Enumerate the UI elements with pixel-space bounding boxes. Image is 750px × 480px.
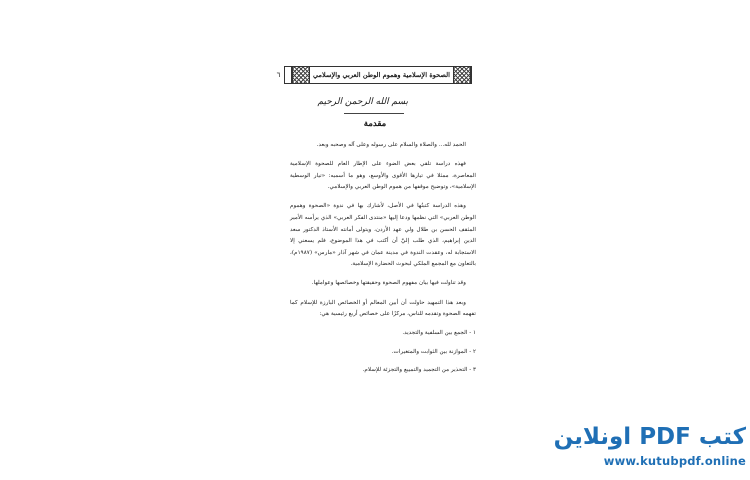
- page-number: ٦: [266, 67, 292, 83]
- basmala-calligraphy: بسم الله الرحمن الرحيم: [317, 97, 408, 107]
- paragraph: وبعد هذا التمهيد حاولت أن أبين المعالم أو الخصائص البارزة للإسلام كما تفهمه الصحوة وتقدمه للناس، مركزًا على خصائص أربع رئيسية هي:: [290, 299, 476, 318]
- header-title: الصحوة الإسلامية وهموم الوطن العربي والإسلامي: [313, 71, 450, 79]
- section-title: مقدمة: [363, 119, 387, 129]
- page-header: [276, 66, 472, 84]
- basmala-underline: [344, 112, 404, 114]
- paragraph: وقد تناولت فيها بيان مفهوم الصحوة وحقيقتها وخصائصها وعواملها.: [311, 280, 466, 287]
- list-item: ٣ - التحذير من التجميد والتمييع والتجزئة للإسلام.: [362, 367, 476, 374]
- header-ornament-right: [453, 67, 471, 83]
- watermark-url[interactable]: www.kutubpdf.online: [603, 454, 746, 468]
- paragraph: وهذه الدراسة كتبتُها في الأصل، لأشارك بها في ندوة «الصحوة وهموم الوطن العربي» التي نظمها ودعا إليها «منتدى الفكر العربي» الذي يرأسه الأمير المثقف الحسن بن طلال ولي عهد الأردن، ويتولى أمانته الأستاذ الدكتور سعد الدين إبراهيم، الذي طلب إليَّ أن أكتب في هذا الموضوع، فلم يسعني إلا الاستجابة له، وعقدت الندوة في مدينة عمان في شهر آذار «مارس» (١٩٨٧م)، بالتعاون مع المجمع الملكي لبحوث الحضارة الإسلامية.: [290, 203, 476, 268]
- header-ornament-left: [292, 67, 310, 83]
- watermark-name: كتب PDF اونلاين: [553, 424, 746, 450]
- body-text: [290, 140, 476, 384]
- list-item: ١ - الجمع بين السلفية والتجديد.: [402, 330, 476, 337]
- paragraph: الحمد لله... والصلاة والسلام على رسوله وعلى آله وصحبه وبعد.: [316, 142, 466, 148]
- list-item: ٢ - الموازنة بين الثوابت والمتغيرات.: [391, 348, 476, 355]
- paragraph: فهذه دراسة تلقي بعض الضوء على الإطار العام للصحوة الإسلامية المعاصرة، ممثلا في تيارها الأقوى والأوسع، وهو ما أسميه: «تيار الوسطية الإسلامية»، وتوضيح موقفها من هموم الوطن العربي والإسلامي.: [290, 161, 476, 191]
